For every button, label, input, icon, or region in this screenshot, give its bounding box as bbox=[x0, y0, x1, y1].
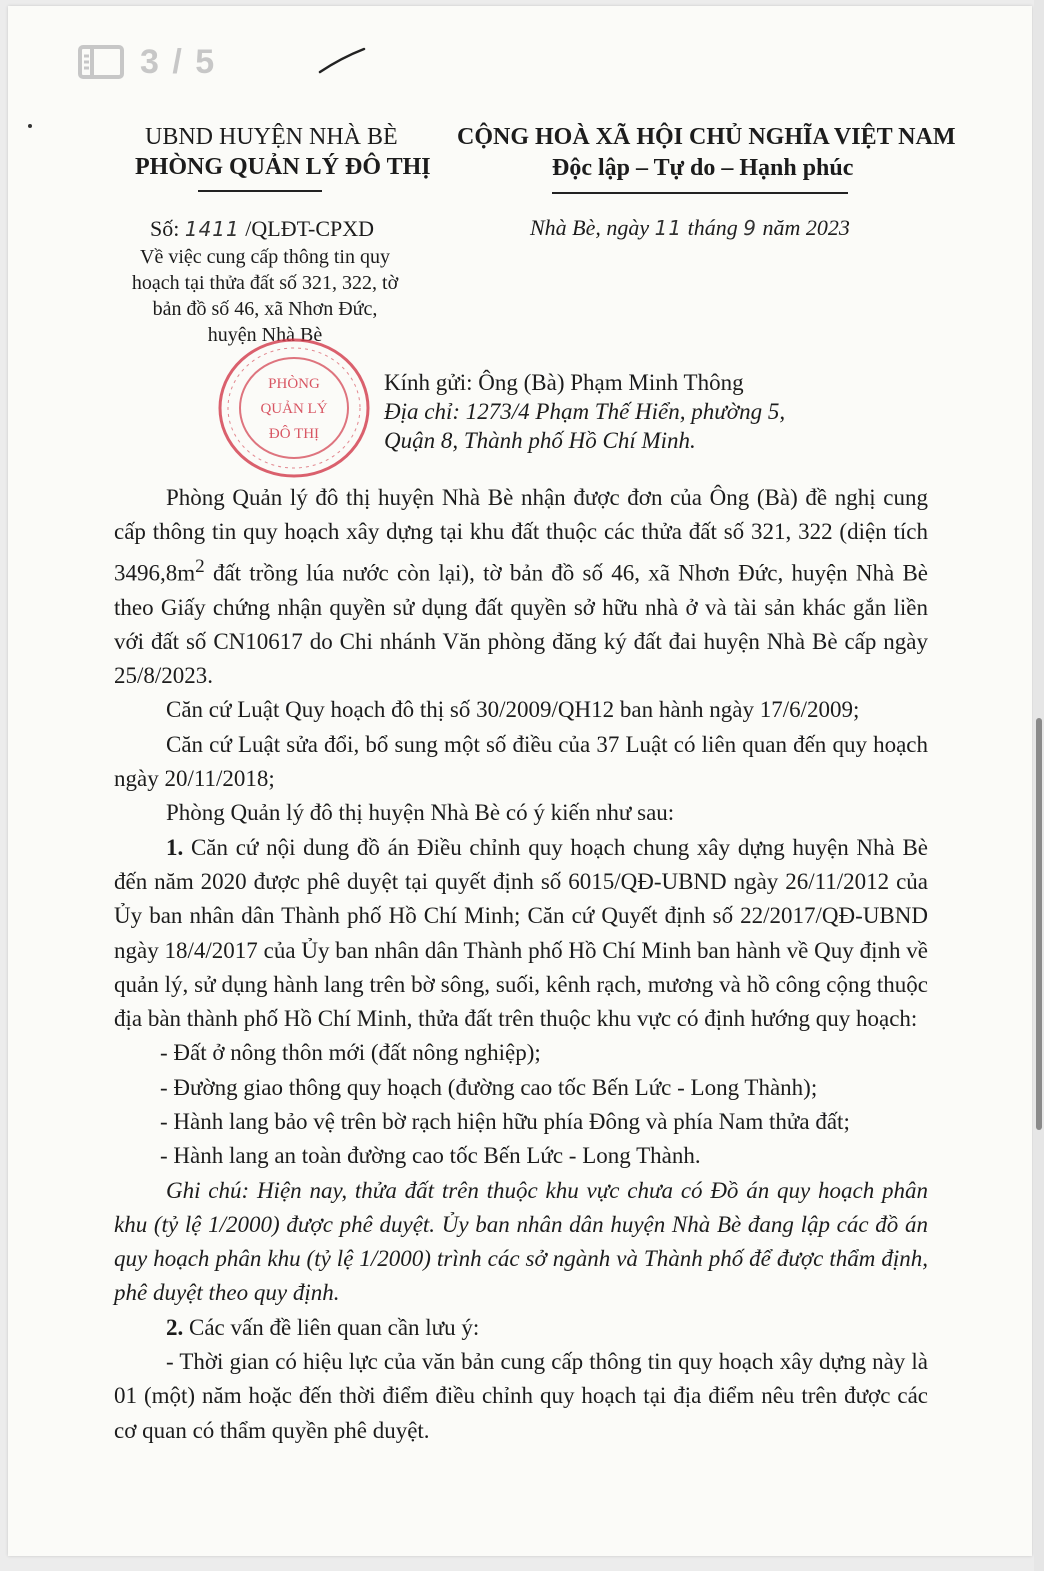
scrollbar-track[interactable] bbox=[1034, 0, 1044, 1571]
bullet-item: - Hành lang bảo vệ trên bờ rạch hiện hữu phía Đông và phía Nam thửa đất; bbox=[160, 1109, 850, 1134]
page-speck bbox=[28, 124, 32, 128]
scrollbar-thumb[interactable] bbox=[1036, 718, 1042, 1130]
paragraph-request: Phòng Quản lý đô thị huyện Nhà Bè nhận được đơn của Ông (Bà) đề nghị cung cấp thông tin quy hoạch xây dựng tại khu đất thuộc các thửa đất số 321, 322 (diện tích $3496,8m^2$ đất trồng lúa nước còn lại), tờ bản đồ số 46, xã Nhơn Đức, huyện Nhà Bè theo Giấy chứng nhận quyền sử dụng đất quyền sở hữu nhà ở và tài sản khác gắn liền với đất số CN10617 do Chi nhánh Văn phòng đăng ký đất đai huyện Nhà Bè cấp ngày 25/8/2023. bbox=[114, 485, 928, 689]
stamp-text-2: QUẢN LÝ bbox=[260, 401, 328, 417]
page-counter-text: 3 / 5 bbox=[140, 42, 217, 81]
document-date: Nhà Bè, ngày 11 tháng 9 năm 2023 bbox=[530, 215, 850, 240]
document-body bbox=[114, 481, 928, 1448]
bullet-item: - Hành lang an toàn đường cao tốc Bến Lức - Long Thành. bbox=[160, 1143, 701, 1169]
department-name: PHÒNG QUẢN LÝ ĐÔ THỊ bbox=[135, 154, 431, 180]
bullet-item: - Đất ở nông thôn mới (đất nông nghiệp); bbox=[160, 1040, 541, 1066]
bullet-item: - Đường giao thông quy hoạch (đường cao tốc Bến Lức - Long Thành); bbox=[160, 1074, 818, 1100]
stamp-text-1: PHÒNG bbox=[268, 376, 320, 392]
document-number: Số: 1411 /QLĐT-CPXD bbox=[150, 216, 375, 241]
paragraph-opinion-intro: Phòng Quản lý đô thị huyện Nhà Bè có ý kiến như sau: bbox=[166, 800, 675, 826]
stamp-text-3: ĐÔ THỊ bbox=[268, 426, 320, 442]
right-header-rule bbox=[552, 192, 848, 194]
paragraph-validity: - Thời gian có hiệu lực của văn bản cung cấp thông tin quy hoạch xây dựng này là 01 (một) năm hoặc đến thời điểm điều chỉnh quy hoạch tại địa điểm nêu trên được các cơ quan có thẩm quyền phê duyệt. bbox=[114, 1349, 928, 1443]
paragraph-section-2: 2. Các vấn đề liên quan cần lưu ý: bbox=[166, 1314, 480, 1340]
recipient-address-1: Địa chỉ: 1273/4 Phạm Thế Hiển, phường 5, bbox=[384, 399, 786, 424]
recipient-line: Kính gửi: Ông (Bà) Phạm Minh Thông bbox=[384, 370, 744, 395]
handwritten-number: 1411 bbox=[184, 217, 240, 241]
page-counter[interactable] bbox=[78, 40, 216, 84]
agency-name: UBND HUYỆN NHÀ BÈ bbox=[145, 124, 398, 150]
paragraph-legal-basis-1: Căn cứ Luật Quy hoạch đô thị số 30/2009/QH12 ban hành ngày 17/6/2009; bbox=[166, 697, 860, 723]
paragraph-note: Ghi chú: Hiện nay, thửa đất trên thuộc khu vực chưa có Đồ án quy hoạch phân khu (tỷ lệ 1/2000) được phê duyệt. Ủy ban nhân dân huyện Nhà Bè đang lập các đồ án quy hoạch phân khu (tỷ lệ 1/2000) trình các sở ngành và Thành phố để được thẩm định, phê duyệt theo quy định. bbox=[114, 1177, 928, 1306]
national-title: CỘNG HOÀ XÃ HỘI CHỦ NGHĨA VIỆT NAM bbox=[457, 124, 956, 150]
document-subject: Về việc cung cấp thông tin quy hoạch tại thửa đất số 321, 322, tờ bản đồ số 46, xã Nhơn Đức, huyện Nhà Bè bbox=[131, 246, 399, 346]
paragraph-legal-basis-2: Căn cứ Luật sửa đổi, bổ sung một số điều của 37 Luật có liên quan đến quy hoạch ngày 20/11/2018; bbox=[114, 731, 928, 792]
paragraph-section-1: 1. Căn cứ nội dung đồ án Điều chỉnh quy hoạch chung xây dựng huyện Nhà Bè đến năm 2020 được phê duyệt tại quyết định số 6015/QĐ-UBND ngày 26/11/2012 của Ủy ban nhân dân Thành phố Hồ Chí Minh; Căn cứ Quyết định số 22/2017/QĐ-UBND ngày 18/4/2017 của Ủy ban nhân dân Thành phố Hồ Chí Minh ban hành về Quy định về quản lý, sử dụng hành lang trên bờ sông, suối, kênh rạch, mương và hồ công cộng thuộc địa bàn thành phố Hồ Chí Minh, thửa đất trên thuộc khu vực có định hướng quy hoạch: bbox=[114, 834, 928, 1032]
handwritten-month: 9 bbox=[743, 216, 757, 240]
national-motto: Độc lập – Tự do – Hạnh phúc bbox=[552, 155, 854, 181]
recipient-address-2: Quận 8, Thành phố Hồ Chí Minh. bbox=[384, 428, 696, 453]
left-header-rule bbox=[198, 190, 322, 192]
office-stamp bbox=[214, 333, 374, 483]
page-list-icon bbox=[78, 45, 124, 79]
handwritten-day: 11 bbox=[654, 216, 683, 240]
pen-mark bbox=[318, 46, 366, 76]
